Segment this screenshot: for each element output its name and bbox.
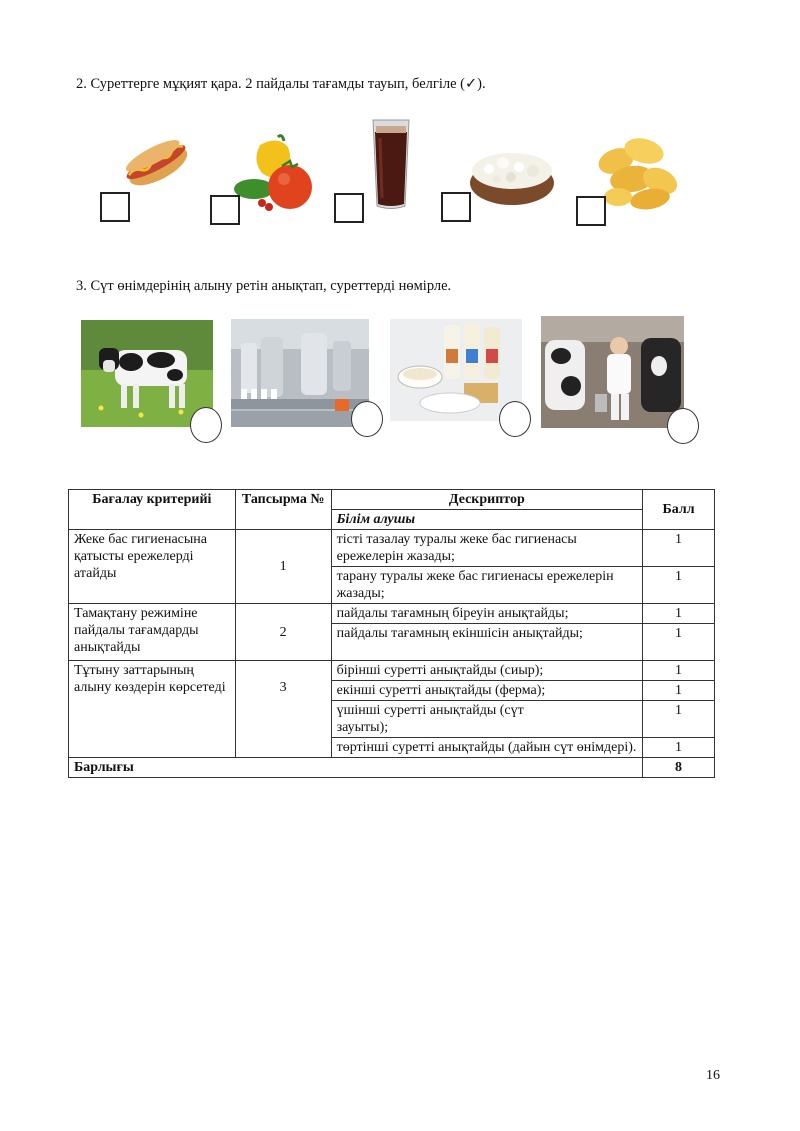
descriptor-cell: бірінші суретті анықтайды (сиыр); [331,661,642,681]
table-total-row [69,758,715,778]
score-cell: 1 [643,661,715,681]
descriptor-cell: екінші суретті анықтайды (ферма); [331,681,642,701]
header-task-number: Тапсырма № [235,490,331,530]
hotdog-image [121,131,191,193]
number-circle-1[interactable] [190,407,222,443]
score-cell: 1 [643,701,715,738]
header-criterion: Бағалау критерийі [69,490,236,530]
table-row [69,530,715,567]
assessment-rubric-table [68,489,715,778]
total-score: 8 [643,758,715,778]
number-circle-3[interactable] [499,401,531,437]
task-number-cell: 3 [235,661,331,758]
header-score: Балл [643,490,715,530]
score-cell: 1 [643,530,715,567]
task2-instruction: 2. Суреттерге мұқият қара. 2 пайдалы тағамды тауып, белгіле (✓). [76,76,486,92]
potato-chips-image [594,131,682,213]
task-number-cell: 1 [235,530,331,604]
score-cell: 1 [643,567,715,604]
table-row [69,604,715,624]
cottage-cheese-bowl-image [469,141,555,207]
dairy-products-photo [390,319,522,421]
checkbox-hotdog[interactable] [100,192,130,222]
vegetables-image [232,133,316,213]
task3-instruction: 3. Сүт өнімдерінің алыну ретін анықтап, суреттерді нөмірле. [76,278,452,294]
criterion-cell: Тұтыну заттарының алыну көздерін көрсетеді [69,661,236,758]
table-header-row [69,490,715,510]
header-descriptor-sub: Білім алушы [331,510,642,530]
dairy-factory-photo [231,319,369,427]
descriptor-cell: үшінші суретті анықтайды (сүт зауыты); [331,701,642,738]
score-cell: 1 [643,604,715,624]
checkbox-cola[interactable] [334,193,364,223]
criterion-cell: Тамақтану режиміне пайдалы тағамдарды анықтайды [69,604,236,661]
descriptor-cell: тарану туралы жеке бас гигиенасы ережелерін жазады; [331,567,642,604]
page-number: 16 [706,1068,720,1083]
header-descriptor: Дескриптор [331,490,642,510]
score-cell: 1 [643,738,715,758]
checkbox-vegetables[interactable] [210,195,240,225]
score-cell: 1 [643,624,715,661]
task-number-cell: 2 [235,604,331,661]
cola-glass-image [370,118,412,212]
milking-farm-photo [541,316,684,428]
number-circle-2[interactable] [351,401,383,437]
score-cell: 1 [643,681,715,701]
number-circle-4[interactable] [667,408,699,444]
cow-in-field-photo [81,320,213,427]
table-row [69,661,715,681]
criterion-cell: Жеке бас гигиенасына қатысты ережелерді атайды [69,530,236,604]
descriptor-cell: тісті тазалау туралы жеке бас гигиенасы ережелерін жазады; [331,530,642,567]
descriptor-cell: төртінші суретті анықтайды (дайын сүт өнімдері). [331,738,642,758]
checkbox-cottage-cheese[interactable] [441,192,471,222]
descriptor-cell: пайдалы тағамның біреуін анықтайды; [331,604,642,624]
checkbox-chips[interactable] [576,196,606,226]
total-label: Барлығы [69,758,643,778]
descriptor-cell: пайдалы тағамның екіншісін анықтайды; [331,624,642,661]
